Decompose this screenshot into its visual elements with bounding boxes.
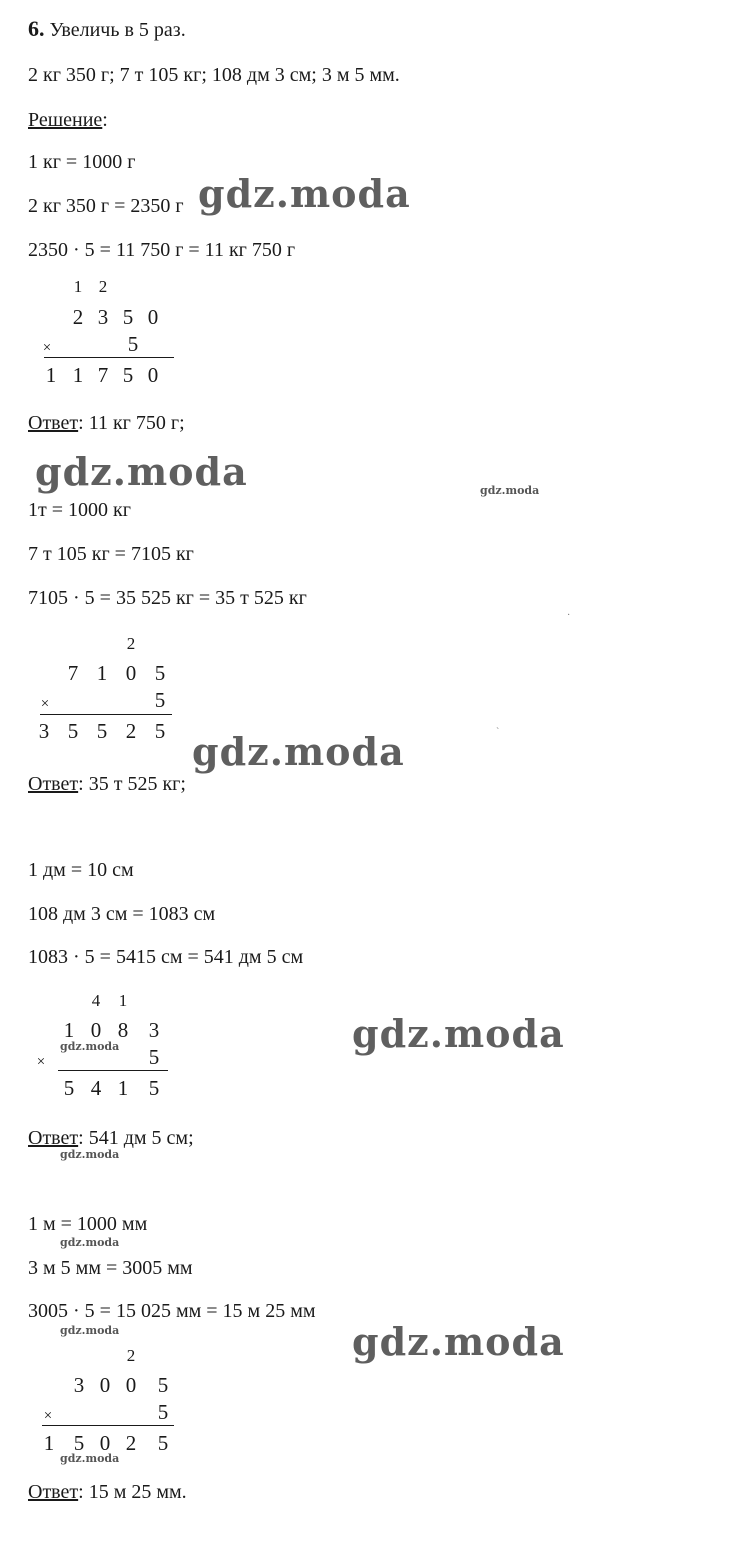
calc-digit: 5 <box>122 363 134 387</box>
calc-digit: 0 <box>99 1431 111 1455</box>
task-number: 6. <box>28 16 45 41</box>
task-text: Увеличь в 5 раз. <box>49 19 186 41</box>
part4-line1: 1 м = 1000 мм <box>28 1213 148 1235</box>
watermark-small: gdz.moda <box>60 1040 120 1053</box>
part3-line2: 108 дм 3 см = 1083 см <box>28 903 216 925</box>
calc-digit: 5 <box>148 1045 160 1069</box>
solution-heading: Решение: <box>28 109 108 131</box>
calc-digit: 1 <box>45 363 57 387</box>
calc-digit: 0 <box>125 661 137 685</box>
scan-speck: ` <box>496 727 500 738</box>
answer-value: 541 дм 5 см; <box>88 1127 194 1149</box>
answer-label: Ответ <box>28 773 79 795</box>
watermark: gdz.moda <box>352 1011 565 1056</box>
calc-digit: 2 <box>72 305 84 329</box>
answer-value: 35 т 525 кг; <box>88 773 186 795</box>
calc-digit: 1 <box>117 1076 129 1100</box>
calc-digit: 0 <box>125 1373 137 1397</box>
calc-digit: 7 <box>67 661 79 685</box>
calc-digit: 5 <box>157 1431 169 1455</box>
part3-answer: Ответ: 541 дм 5 см; <box>28 1127 194 1149</box>
calc-digit: 5 <box>157 1373 169 1397</box>
calc-line <box>44 357 174 358</box>
calc-digit: 5 <box>122 305 134 329</box>
calc-digit: 7 <box>97 363 109 387</box>
part2-answer: Ответ: 35 т 525 кг; <box>28 773 186 795</box>
calc-digit: 5 <box>67 719 79 743</box>
calc-digit: 1 <box>73 277 83 296</box>
task-header <box>28 17 186 42</box>
calc-digit: 3 <box>38 719 50 743</box>
answer-label: Ответ <box>28 1481 79 1503</box>
calc-digit: 1 <box>63 1018 75 1042</box>
calc-digit: 4 <box>91 991 101 1010</box>
calc-digit: 3 <box>97 305 109 329</box>
calc-digit: 0 <box>90 1018 102 1042</box>
part2-line2: 7 т 105 кг = 7105 кг <box>28 543 194 565</box>
multiply-sign: × <box>43 1408 53 1424</box>
part2-line3: 7105 · 5 = 35 525 кг = 35 т 525 кг <box>28 587 307 609</box>
part1-line3: 2350 · 5 = 11 750 г = 11 кг 750 г <box>28 239 296 261</box>
calc-digit: 5 <box>73 1431 85 1455</box>
multiply-sign: × <box>40 696 50 712</box>
watermark-small: gdz.moda <box>60 1324 120 1337</box>
calc-digit: 8 <box>117 1018 129 1042</box>
watermark-small: gdz.moda <box>60 1148 120 1161</box>
part1-answer: Ответ: 11 кг 750 г; <box>28 412 185 434</box>
calc-line <box>40 714 172 715</box>
calc-digit: 5 <box>154 688 166 712</box>
calc-digit: 0 <box>147 305 159 329</box>
part2-line1: 1т = 1000 кг <box>28 499 131 521</box>
calc-digit: 0 <box>147 363 159 387</box>
solution-label: Решение <box>28 109 103 131</box>
watermark-small: gdz.moda <box>480 484 540 497</box>
answer-value: 15 м 25 мм. <box>88 1481 187 1503</box>
answer-value: 11 кг 750 г; <box>88 412 185 434</box>
calc-digit: 1 <box>43 1431 55 1455</box>
calc-digit: 2 <box>125 719 137 743</box>
calc-digit: 2 <box>126 634 136 653</box>
calc-digit: 1 <box>96 661 108 685</box>
scan-speck: · <box>567 610 571 621</box>
calc-digit: 5 <box>148 1076 160 1100</box>
part1-line2: 2 кг 350 г = 2350 г <box>28 195 184 217</box>
part4-line2: 3 м 5 мм = 3005 мм <box>28 1257 193 1279</box>
given-values: 2 кг 350 г; 7 т 105 кг; 108 дм 3 см; 3 м 5 мм. <box>28 64 400 86</box>
answer-label: Ответ <box>28 412 79 434</box>
calc-line <box>42 1425 174 1426</box>
calc-digit: 5 <box>96 719 108 743</box>
calc-digit: 5 <box>154 661 166 685</box>
calc-digit: 3 <box>73 1373 85 1397</box>
calc-digit: 1 <box>72 363 84 387</box>
part1-line1: 1 кг = 1000 г <box>28 151 136 173</box>
part3-line1: 1 дм = 10 см <box>28 859 134 881</box>
watermark: gdz.moda <box>35 449 248 494</box>
calc-digit: 2 <box>98 277 108 296</box>
calc-digit: 1 <box>118 991 128 1010</box>
calc-digit: 5 <box>63 1076 75 1100</box>
multiply-sign: × <box>42 340 52 356</box>
calc-digit: 5 <box>127 332 139 356</box>
calc-digit: 2 <box>126 1346 136 1365</box>
calc-digit: 4 <box>90 1076 102 1100</box>
calc-digit: 5 <box>154 719 166 743</box>
watermark-small: gdz.moda <box>60 1452 120 1465</box>
part4-answer: Ответ: 15 м 25 мм. <box>28 1481 187 1503</box>
multiply-sign: × <box>36 1054 46 1070</box>
watermark: gdz.moda <box>198 171 411 216</box>
watermark: gdz.moda <box>192 729 405 774</box>
calc-digit: 5 <box>157 1400 169 1424</box>
part3-line3: 1083 · 5 = 5415 см = 541 дм 5 см <box>28 946 304 968</box>
calc-digit: 2 <box>125 1431 137 1455</box>
calc-line <box>58 1070 168 1071</box>
watermark: gdz.moda <box>352 1319 565 1364</box>
calc-digit: 3 <box>148 1018 160 1042</box>
answer-label: Ответ <box>28 1127 79 1149</box>
watermark-small: gdz.moda <box>60 1236 120 1249</box>
calc-digit: 0 <box>99 1373 111 1397</box>
part4-line3: 3005 · 5 = 15 025 мм = 15 м 25 мм <box>28 1300 316 1322</box>
